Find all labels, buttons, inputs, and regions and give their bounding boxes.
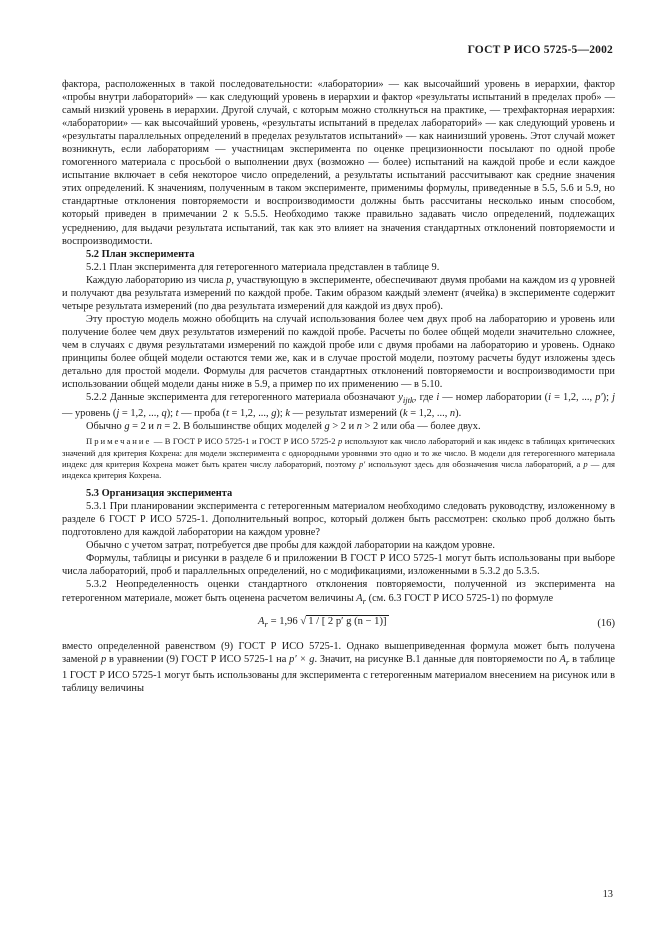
paragraph: Обычно g = 2 и n = 2. В большинстве общих моделей g > 2 и n > 2 или оба — более двух. [86,421,481,433]
paragraph: фактора, расположенных в такой последовательности: «лаборатории» — как высочайший уровень в иерархии, фактор «пробы внутри лабораторий» — как следующий уровень в иерархии и фактор «результаты испытаний в пределах проб» — самый низкий уровень в иерархии. Другой случай, с которым можно столкнуться на практике, — трехфакторная иерархия: «лаборатории» — как высочайший уровень, «результаты испытаний в пределах лабораторий» — как следующий уровень и «результаты параллельных определений в пределах результатов испытаний» — как наинизший уровень. Этот случай может возникнуть, если лабораториям — участницам эксперимента по оценке прецизионности посылают по одной пробе гомогенного материала с просьбой о выполнении двух (возможно — более) испытаний на каждой пробе и если каждое испытание включает в себя некоторое число определений, а результаты испытаний рассчитывают как средние значения этих определений. К значениям, полученным в таком эксперименте, применимы формулы, приведенные в 5.5, 5.6 и 5.9, но стандартные отклонения повторяемости и воспроизводимости должны быть рассчитаны несколько иным способом, который приведен в примечании 2 к 5.5.5. Необходимо также правильно задавать число определений, подлежащих усреднению, для выдачи результата испытаний, так как это влияет на значения стандартных отклонений повторяемости и воспроизводимости. [62,79,615,247]
paragraph: 5.2.1 План эксперимента для гетерогенного материала представлен в таблице 9. [86,261,440,273]
formula-number: (16) [597,617,615,629]
section-heading: 5.2 План эксперимента [86,248,195,260]
note: Примечание — В ГОСТ Р ИСО 5725-1 и ГОСТ Р ИСО 5725-2 p используют как число лабораторий и как индекс в таблицах критических значений для критерия Кохрена: для модели эксперимента с однородными уровнями это одно и то же число. В модели для гетерогенного материала индекс для критерия Кохрена может быть кратен числу лабораторий, поэтому p′ используют здесь для обозначения числа лабораторий, а p — для индекса критерия Кохрена. [62,436,616,480]
paragraph: Формулы, таблицы и рисунки в разделе 6 и приложении В ГОСТ Р ИСО 5725-1 могут быть использованы при выборе числа лабораторий, проб и параллельных определений, но с модификациями, изложенными в 5.3.2 до 5.3.5. [62,553,615,578]
page-content [62,78,615,695]
paragraph: 5.2.2 Данные эксперимента для гетерогенного материала обозначают $y_{ijtk}$, где i — номер лаборатории (i = 1,2, ..., p′); j — уровень (j = 1,2, ..., q); t — проба (t = 1,2, ..., g); k — результат измерений (k = 1,2, ..., n). [62,392,615,420]
paragraph: Каждую лабораторию из числа p, участвующую в эксперименте, обеспечивают двумя пробами на каждом из q уровней и получают два результата измерений по каждой пробе. Таким образом каждый элемент (ячейка) в эксперименте содержит четыре результата измерений (по два результата измерений для каждой из двух проб). [62,274,616,312]
paragraph: вместо определенной равенством (9) ГОСТ Р ИСО 5725-1. Однако вышеприведенная формула может быть получена заменой p в уравнении (9) ГОСТ Р ИСО 5725-1 на p′ × g. Значит, на рисунке В.1 данные для повторяемости по $A_r$ в таблице 1 ГОСТ Р ИСО 5725-1 могут быть использованы для эксперимента с гетерогенным материалом внесением на рисунок или в таблицу величины [62,640,616,694]
page-number: 13 [602,889,613,900]
section-heading: 5.3 Организация эксперимента [86,488,233,500]
paragraph: Обычно с учетом затрат, потребуется две пробы для каждой лаборатории на каждом уровне. [86,540,495,552]
formula-expression: $A_r = 1,96$ √ 1 / [ 2 p′ g (n − 1)] [258,615,387,629]
formula-16 [62,614,615,634]
paragraph: 5.3.1 При планировании эксперимента с гетерогенным материалом необходимо следовать руководству, изложенному в разделе 6 ГОСТ Р ИСО 5725-1. Дополнительный вопрос, который должен быть рассмотрен: сколько проб должно быть подготовлено для каждой лаборатории на каждом уровне? [62,501,615,539]
paragraph: 5.3.2 Неопределенность оценки стандартного отклонения повторяемости, полученной из эксперимента на гетерогенном материале, может быть оценена расчетом величины $A_r$ (см. 6.3 ГОСТ Р ИСО 5725-1) по формуле [62,579,615,606]
paragraph: Эту простую модель можно обобщить на случай использования более чем двух проб на лабораторию и уровень или получение более чем двух результатов измерений по каждой пробе. Расчеты по более общей модели значительно сложнее, чем в случаях с двумя результатами измерений по каждой пробе или с двумя пробами на лабораторию и уровень. Однако принципы более общей модели остаются теми же, как и в случае простой модели, поэтому расчеты будут изложены здесь детально для простой модели. Формулы для расчетов стандартных отклонений повторяемости и воспроизводимости при использовании общей модели даны ниже в 5.9, а пример по их применению — в 5.10. [62,313,615,391]
running-header: ГОСТ Р ИСО 5725-5—2002 [467,44,613,56]
